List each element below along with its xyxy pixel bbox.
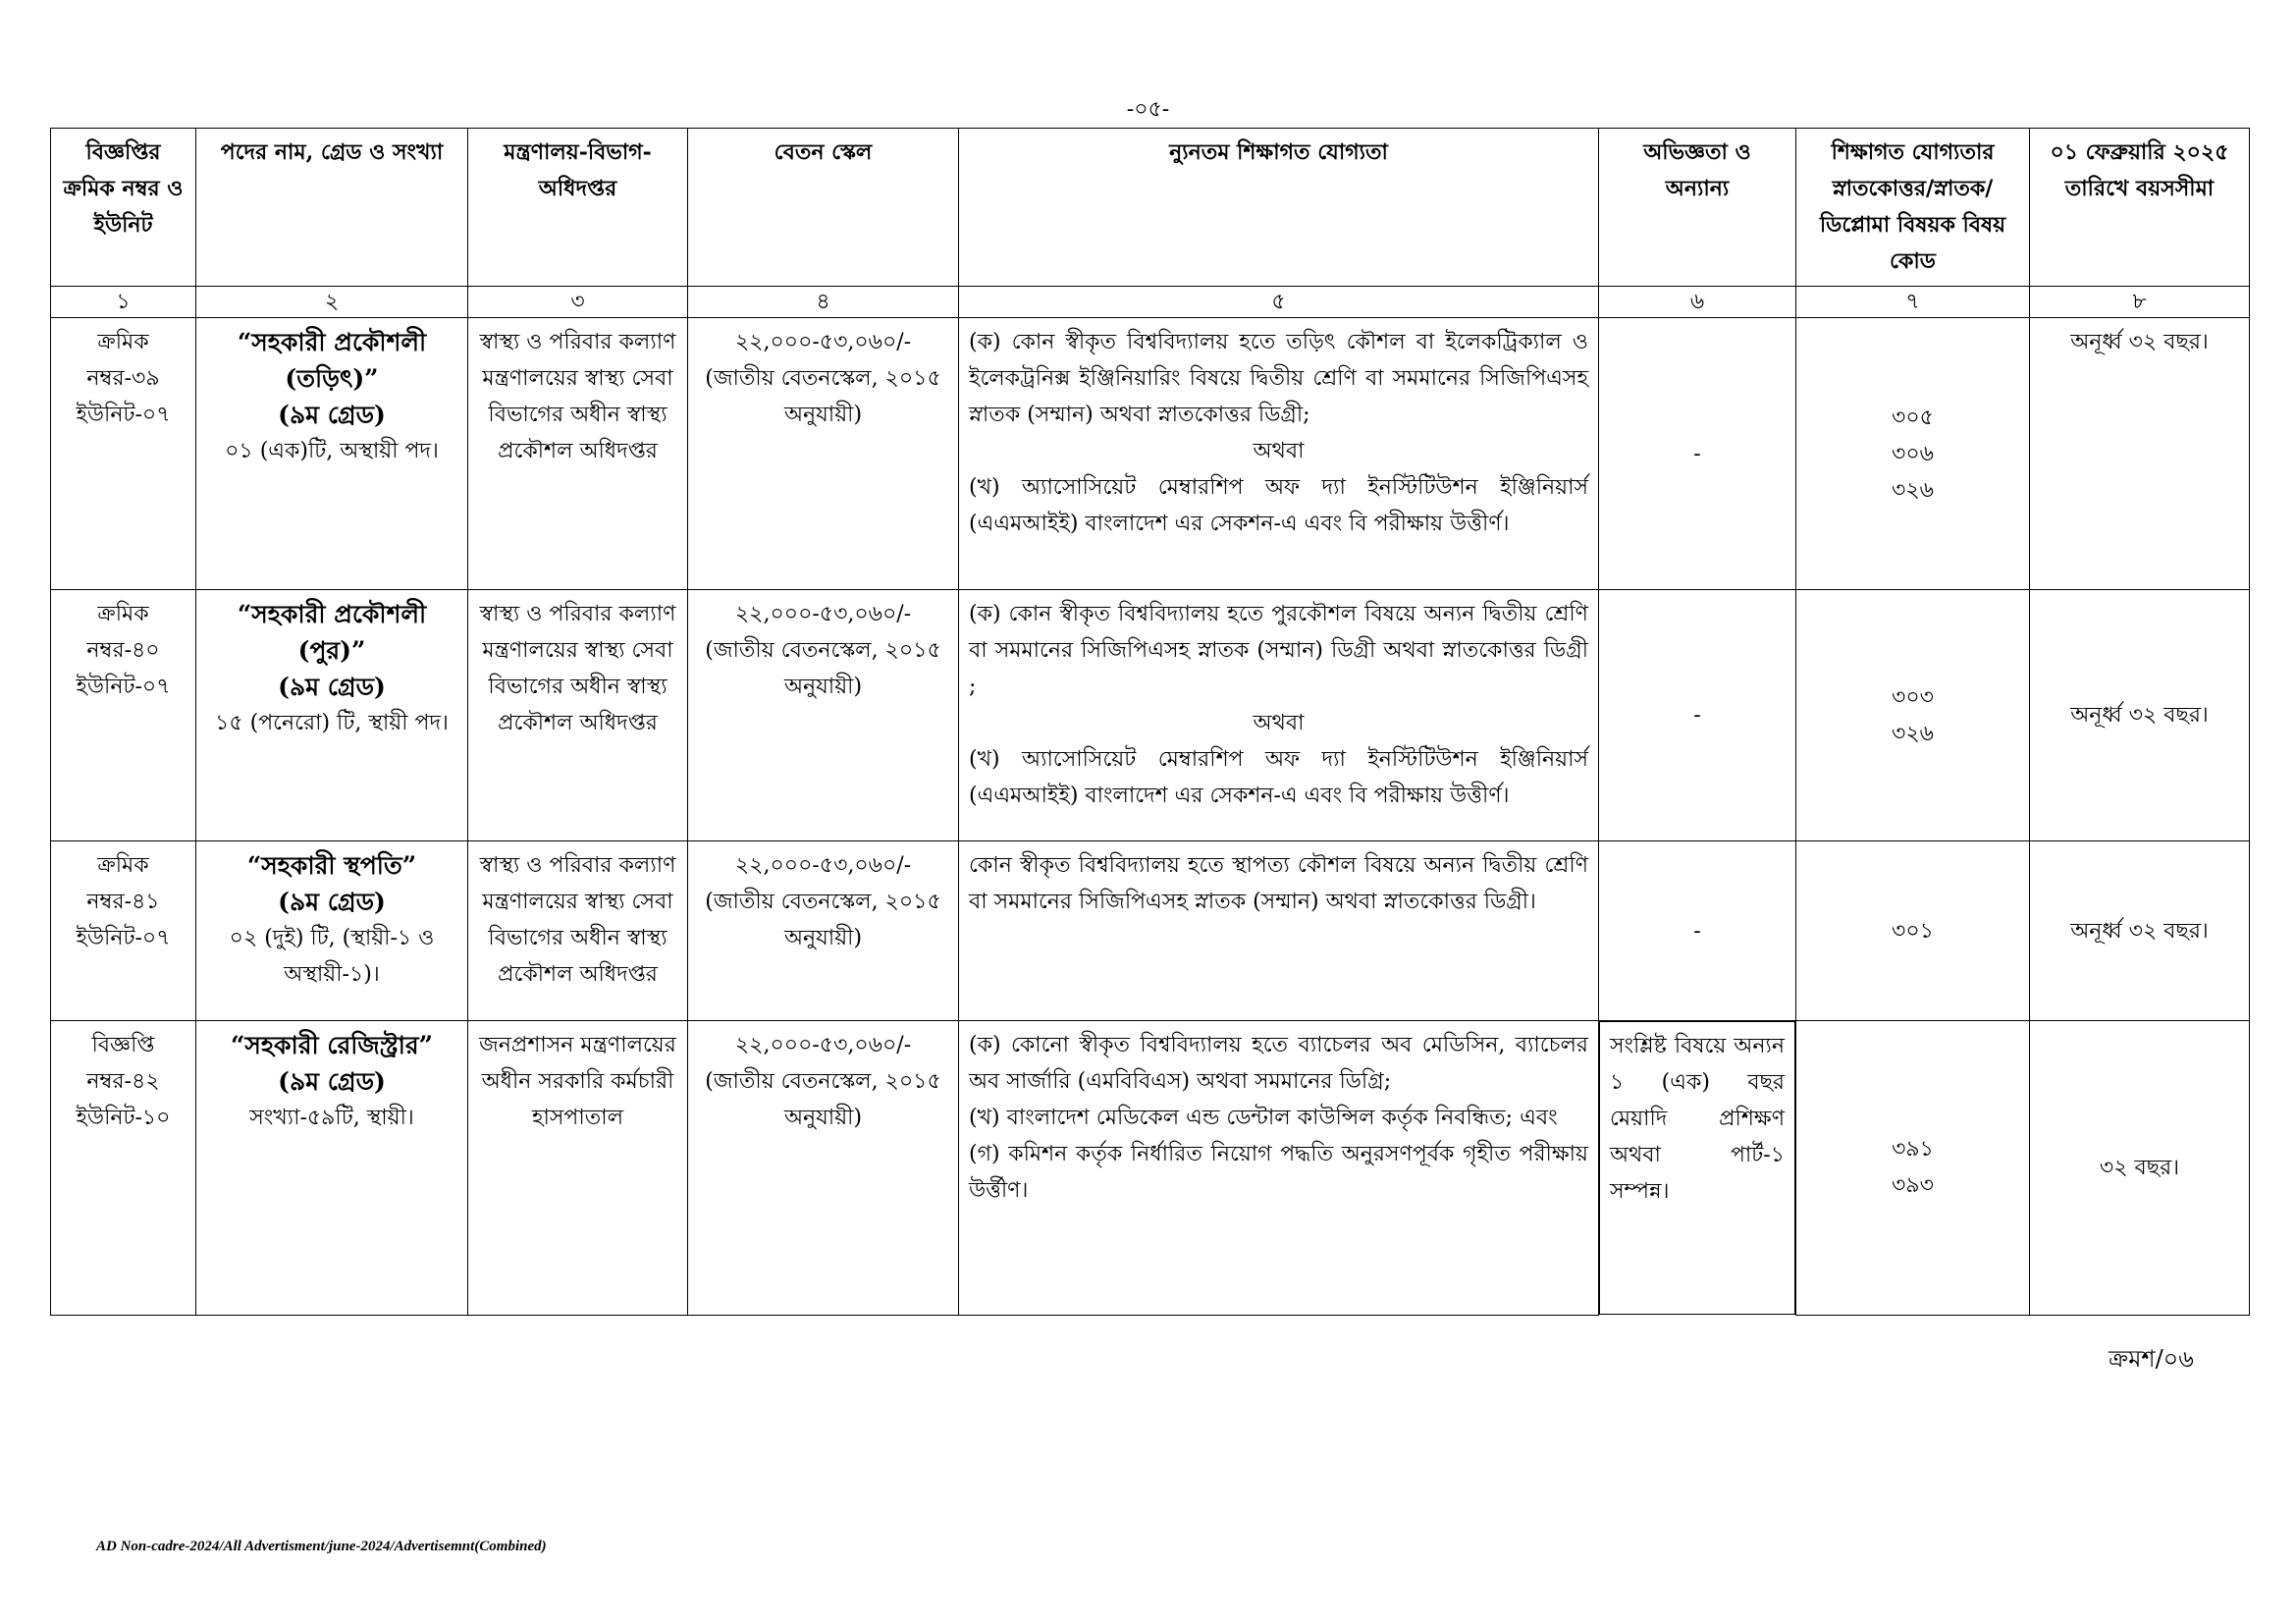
post-grade: (৯ম গ্রেড) (278, 888, 386, 916)
qualification-c: (গ) কমিশন কর্তৃক নির্ধারিত নিয়োগ পদ্ধতি অনুরসণপূর্বক গৃহীত পরীক্ষায় উর্ত্তীণ। (969, 1142, 1588, 1203)
ministry-cell: স্বাস্থ্য ও পরিবার কল্যাণ মন্ত্রণালয়ের স্বাস্থ্য সেবা বিভাগের অধীন স্বাস্থ্য প্রকৌশল অধিদপ্তর (468, 841, 688, 1021)
subject-code: ৩০৩ (1892, 684, 1934, 710)
salary-cell: ২২,০০০-৫৩,০৬০/- (জাতীয় বেতনস্কেল, ২০১৫ অনুযায়ী) (688, 1021, 959, 1316)
table-row (51, 841, 2250, 1021)
serial-cell: ক্রমিক নম্বর-৪০ ইউনিট-০৭ (51, 590, 196, 841)
qualification-a: কোন স্বীকৃত বিশ্ববিদ্যালয় হতে স্থাপত্য কৌশল বিষয়ে অন্যন দ্বিতীয় শ্রেণি বা সমমানের সিজিপিএসহ স্নাতক (সম্মান) অথবা স্নাতকোত্তর ডিগ্রী। (969, 853, 1588, 914)
column-number: ৩ (468, 287, 688, 318)
table-row (51, 318, 2250, 590)
qualification-a: (ক) কোনো স্বীকৃত বিশ্ববিদ্যালয় হতে ব্যাচেলর অব মেডিসিন, ব্যাচেলর অব সার্জারি (এমবিবিএস) অথবা সমমানের ডিগ্রি; (969, 1033, 1588, 1094)
column-number: ১ (51, 287, 196, 318)
page-number: -০৫- (1126, 97, 1170, 122)
qualification-or: অথবা (1253, 439, 1305, 463)
post-cell (196, 318, 468, 590)
header-experience: অভিজ্ঞতা ও অন্যান্য (1599, 129, 1796, 287)
post-cell (196, 1021, 468, 1316)
column-number: ৮ (2030, 287, 2250, 318)
code-cell (1796, 590, 2030, 841)
post-title: “সহকারী স্থপতি” (246, 851, 417, 880)
post-title: “সহকারী প্রকৌশলী (তড়িৎ)” (237, 328, 427, 393)
header-qualification: ন্যুনতম শিক্ষাগত যোগ্যতা (959, 129, 1599, 287)
recruitment-table (50, 128, 2250, 1316)
ministry-cell: জনপ্রশাসন মন্ত্রণালয়ের অধীন সরকারি কর্মচারী হাসপাতাল (468, 1021, 688, 1316)
post-grade: (৯ম গ্রেড) (278, 673, 386, 701)
subject-code: ৩৯১ (1892, 1137, 1934, 1163)
ministry-cell: স্বাস্থ্য ও পরিবার কল্যাণ মন্ত্রণালয়ের স্বাস্থ্য সেবা বিভাগের অধীন স্বাস্থ্য প্রকৌশল অধিদপ্তর (468, 590, 688, 841)
serial-cell: ক্রমিক নম্বর-৩৯ ইউনিট-০৭ (51, 318, 196, 590)
age-limit-cell: অনূর্ধ্ব ৩২ বছর। (2030, 590, 2250, 841)
qualification-cell (959, 318, 1599, 590)
column-number-row (51, 287, 2250, 318)
header-ministry: মন্ত্রণালয়-বিভাগ-অধিদপ্তর (468, 129, 688, 287)
post-grade: (৯ম গ্রেড) (278, 401, 386, 429)
qualification-b: (খ) অ্যাসোসিয়েট মেম্বারশিপ অফ দ্যা ইনস্টিটিউশন ইঞ্জিনিয়ার্স (এএমআইই) বাংলাদেশ এর সেকশন-এ এবং বি পরীক্ষায় উত্তীর্ণ। (969, 475, 1588, 536)
salary-cell: ২২,০০০-৫৩,০৬০/- (জাতীয় বেতনস্কেল, ২০১৫ অনুযায়ী) (688, 590, 959, 841)
post-title: “সহকারী প্রকৌশলী (পুর)” (237, 600, 427, 665)
column-number: ৫ (959, 287, 1599, 318)
post-count: ০২ (দুই) টি, (স্থায়ী-১ ও অস্থায়ী-১)। (229, 926, 435, 987)
code-cell (1796, 1021, 2030, 1316)
header-subject-code: শিক্ষাগত যোগ্যতার স্নাতকোত্তর/স্নাতক/ ডিপ্লোমা বিষয়ক বিষয় কোড (1796, 129, 2030, 287)
qualification-b: (খ) বাংলাদেশ মেডিকেল এন্ড ডেন্টাল কাউন্সিল কর্তৃক নিবন্ধিত; এবং (969, 1106, 1558, 1130)
qualification-a: (ক) কোন স্বীকৃত বিশ্ববিদ্যালয় হতে পুরকৌশল বিষয়ে অন্যন দ্বিতীয় শ্রেণি বা সমমানের সিজিপিএসহ স্নাতক (সম্মান) ডিগ্রী অথবা স্নাতকোত্তর ডিগ্রী ; (969, 602, 1588, 699)
post-count: ১৫ (পনেরো) টি, স্থায়ী পদ। (215, 711, 449, 735)
experience-cell: - (1599, 841, 1796, 1021)
column-number: ৭ (1796, 287, 2030, 318)
post-count: সংখ্যা-৫৯টি, স্থায়ী। (249, 1106, 414, 1130)
salary-cell: ২২,০০০-৫৩,০৬০/- (জাতীয় বেতনস্কেল, ২০১৫ অনুযায়ী) (688, 841, 959, 1021)
subject-code: ৩২৬ (1892, 477, 1934, 503)
header-age-limit: ০১ ফেব্রুয়ারি ২০২৫ তারিখে বয়সসীমা (2030, 129, 2250, 287)
table-row (51, 1021, 2250, 1316)
subject-code: ৩০৫ (1892, 405, 1934, 430)
subject-code: ৩০৬ (1892, 441, 1934, 466)
post-cell (196, 841, 468, 1021)
qualification-b: (খ) অ্যাসোসিয়েট মেম্বারশিপ অফ দ্যা ইনস্টিটিউশন ইঞ্জিনিয়ার্স (এএমআইই) বাংলাদেশ এর সেকশন-এ এবং বি পরীক্ষায় উত্তীর্ণ। (969, 747, 1588, 808)
age-limit-cell: ৩২ বছর। (2030, 1021, 2250, 1316)
subject-code: ৩৯৩ (1892, 1173, 1934, 1199)
qualification-cell (959, 590, 1599, 841)
table-row (51, 590, 2250, 841)
code-cell (1796, 318, 2030, 590)
subject-code: ৩০১ (1892, 918, 1934, 944)
code-cell (1796, 841, 2030, 1021)
header-row (51, 129, 2250, 287)
post-count: ০১ (এক)টি, অস্থায়ী পদ। (225, 439, 439, 463)
serial-cell: ক্রমিক নম্বর-৪১ ইউনিট-০৭ (51, 841, 196, 1021)
qualification-cell (959, 841, 1599, 1021)
column-number: ৪ (688, 287, 959, 318)
header-serial: বিজ্ঞপ্তির ক্রমিক নম্বর ও ইউনিট (51, 129, 196, 287)
experience-cell: সংশ্লিষ্ট বিষয়ে অন্যন ১ (এক) বছর মেয়াদি প্রশিক্ষণ অথবা পার্ট-১ সম্পন্ন। (1599, 1021, 1795, 1315)
salary-cell: ২২,০০০-৫৩,০৬০/- (জাতীয় বেতনস্কেল, ২০১৫ অনুযায়ী) (688, 318, 959, 590)
experience-cell: - (1599, 590, 1796, 841)
post-title: “সহকারী রেজিস্ট্রার” (230, 1031, 434, 1059)
post-grade: (৯ম গ্রেড) (278, 1067, 386, 1096)
age-limit-cell: অনূর্ধ্ব ৩২ বছর। (2030, 841, 2250, 1021)
header-salary: বেতন স্কেল (688, 129, 959, 287)
experience-cell: - (1599, 318, 1796, 590)
ministry-cell: স্বাস্থ্য ও পরিবার কল্যাণ মন্ত্রণালয়ের স্বাস্থ্য সেবা বিভাগের অধীন স্বাস্থ্য প্রকৌশল অধিদপ্তর (468, 318, 688, 590)
continuation-note: ক্রমশ/০৬ (2109, 1345, 2194, 1373)
footer-path: AD Non-cadre-2024/All Advertisment/june-2024/Advertisemnt(Combined) (96, 1539, 547, 1554)
post-cell (196, 590, 468, 841)
age-limit-cell: অনূর্ধ্ব ৩২ বছর। (2030, 318, 2250, 590)
serial-cell: বিজ্ঞপ্তি নম্বর-৪২ ইউনিট-১০ (51, 1021, 196, 1316)
qualification-or: অথবা (1253, 711, 1305, 735)
qualification-a: (ক) কোন স্বীকৃত বিশ্ববিদ্যালয় হতে তড়িৎ কৌশল বা ইলেকট্রিক্যাল ও ইলেকট্রনিক্স ইঞ্জিনিয়ারিং বিষয়ে দ্বিতীয় শ্রেণি বা সমমানের সিজিপিএসহ স্নাতক (সম্মান) অথবা স্নাতকোত্তর ডিগ্রী; (969, 330, 1588, 427)
column-number: ২ (196, 287, 468, 318)
qualification-cell (959, 1021, 1599, 1316)
header-post: পদের নাম, গ্রেড ও সংখ্যা (196, 129, 468, 287)
column-number: ৬ (1599, 287, 1796, 318)
subject-code: ৩২৬ (1892, 721, 1934, 746)
